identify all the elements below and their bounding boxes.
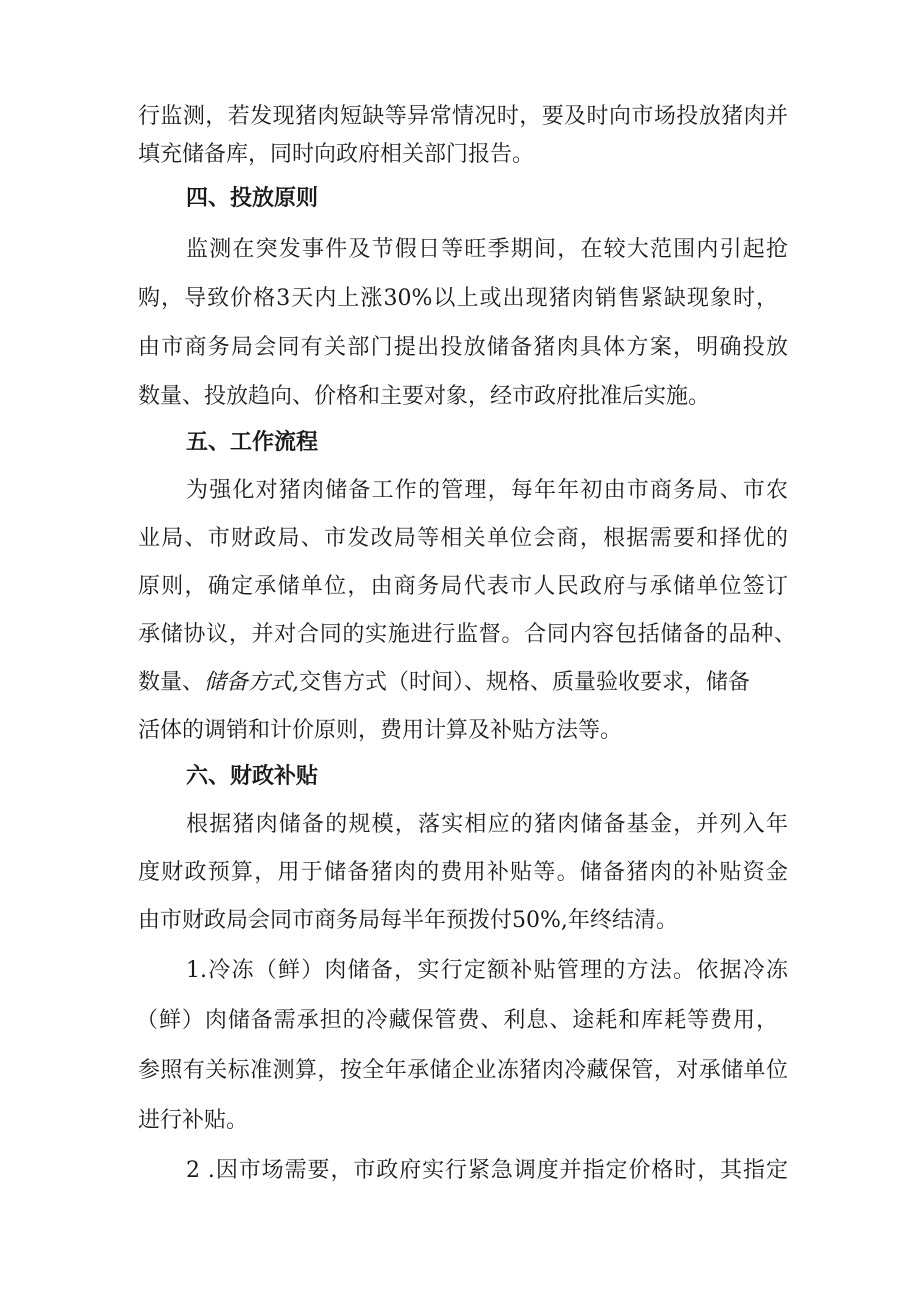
text-line bbox=[0, 333, 920, 363]
text-line bbox=[0, 716, 920, 746]
italic-text-run: 储备方式, bbox=[204, 670, 300, 695]
text-line bbox=[0, 858, 920, 888]
text-line-content: 2 .因市场需要，市政府实行紧急调度并指定价格时，其指定 bbox=[186, 1158, 788, 1183]
text-line-content bbox=[138, 668, 750, 698]
text-line-content: 由市商务局会同有关部门提出投放储备猪肉具体方案，明确投放 bbox=[138, 335, 788, 360]
text-line-content: 1.冷冻（鲜）肉储备，实行定额补贴管理的方法。依据冷冻 bbox=[186, 958, 788, 983]
text-line-content: 根据猪肉储备的规模，落实相应的猪肉储备基金，并列入年 bbox=[186, 812, 788, 837]
section-heading-5: 五、工作流程 bbox=[186, 430, 319, 455]
text-line bbox=[0, 140, 920, 170]
text-line-content: （鲜）肉储备需承担的冷藏保管费、利息、途耗和库耗等费用， bbox=[136, 1008, 778, 1033]
text-line-content: 填充储备库，同时向政府相关部门报告。 bbox=[138, 142, 535, 167]
text-line-content: 进行补贴。 bbox=[138, 1108, 249, 1133]
text-run: 数量、 bbox=[138, 670, 205, 695]
text-line bbox=[0, 1106, 920, 1136]
text-run: 交售方式（时间）、规格、质量验收要求，储备 bbox=[299, 670, 751, 695]
text-line bbox=[0, 235, 920, 265]
text-line-content: 监测在突发事件及节假日等旺季期间，在较大范围内引起抢 bbox=[186, 237, 788, 262]
text-line bbox=[0, 382, 920, 412]
text-line bbox=[0, 620, 920, 650]
section-heading-4: 四、投放原则 bbox=[186, 186, 319, 211]
text-line-content: 业局、市财政局、市发改局等相关单位会商，根据需要和择优的 bbox=[138, 526, 788, 551]
text-line bbox=[0, 810, 920, 840]
text-line-content: 为强化对猪肉储备工作的管理，每年年初由市商务局、市农 bbox=[186, 478, 788, 503]
text-line-content: 参照有关标准测算，按全年承储企业冻猪肉冷藏保管，对承储单位 bbox=[138, 1058, 788, 1083]
text-line-content: 由市财政局会同市商务局每半年预拨付50%,年终结清。 bbox=[138, 908, 678, 933]
text-line-content: 原则，确定承储单位，由商务局代表市人民政府与承储单位签订 bbox=[138, 574, 788, 599]
text-line bbox=[0, 1056, 920, 1086]
text-line bbox=[0, 1156, 920, 1186]
text-line bbox=[0, 102, 920, 132]
text-line bbox=[0, 906, 920, 936]
text-line bbox=[0, 476, 920, 506]
text-line-content: 活体的调销和计价原则，费用计算及补贴方法等。 bbox=[138, 718, 623, 743]
text-line-content: 购，导致价格3天内上涨30%以上或出现猪肉销售紧缺现象时， bbox=[138, 286, 778, 311]
text-line bbox=[0, 668, 920, 698]
text-line bbox=[0, 572, 920, 602]
section-heading-6: 六、财政补贴 bbox=[186, 764, 319, 789]
text-line bbox=[0, 284, 920, 314]
text-line bbox=[0, 956, 920, 986]
text-line bbox=[0, 524, 920, 554]
text-line-content: 行监测，若发现猪肉短缺等异常情况时，要及时向市场投放猪肉并 bbox=[138, 104, 788, 129]
text-line-content: 度财政预算，用于储备猪肉的费用补贴等。储备猪肉的补贴资金 bbox=[138, 860, 788, 885]
text-line bbox=[0, 1006, 920, 1036]
text-line-content: 数量、投放趋向、价格和主要对象，经市政府批准后实施。 bbox=[138, 384, 711, 409]
text-line-content: 承储协议，并对合同的实施进行监督。合同内容包括储备的品种、 bbox=[138, 622, 796, 647]
